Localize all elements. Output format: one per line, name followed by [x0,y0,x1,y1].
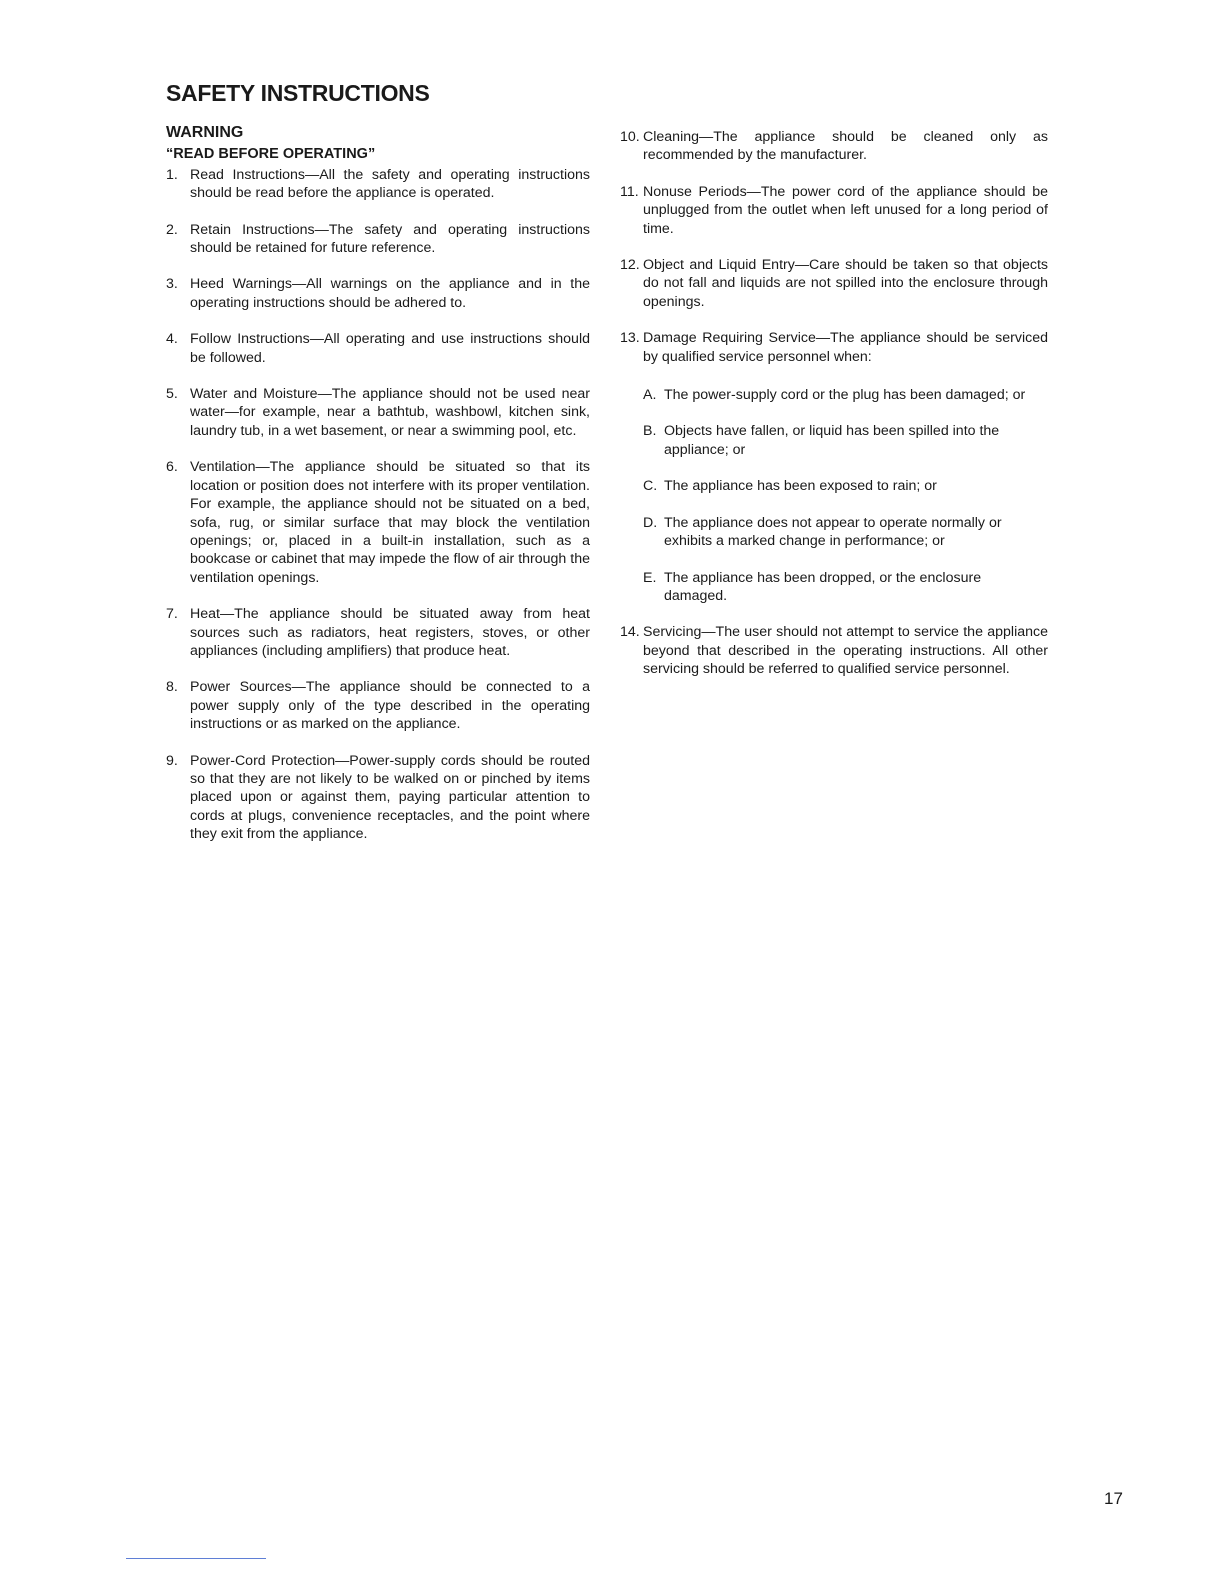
item-text: Water and Moisture—The appliance should not be used near water—for example, near a bathtub, washbowl, kitchen sink, laundry tub, in a wet basement, or near a swimming pool, etc. [190,386,590,439]
item-text: Follow Instructions—All operating and use instructions should be followed. [190,331,590,366]
condition-item [643,386,1048,404]
instruction-item [166,678,590,733]
condition-text: Objects have fallen, or liquid has been spilled into the appliance; or [664,423,1000,458]
condition-letter: D. [643,514,658,531]
item-text: Servicing—The user should not attempt to service the appliance beyond that described in the operating instructions. All other servicing should be referred to qualified service personnel. [643,624,1048,678]
instruction-list-left [166,166,590,844]
instruction-item [620,623,1048,678]
item-text: Cleaning—The appliance should be cleaned only as recommended by the manufacturer. [643,129,1048,164]
item-number: 13. [620,330,640,347]
condition-text: The appliance has been exposed to rain; or [664,478,937,495]
condition-text: The power-supply cord or the plug has been damaged; or [664,387,1026,404]
instruction-item [166,458,590,587]
item-text: Heat—The appliance should be situated away from heat sources such as radiators, heat registers, stoves, or other appliances (including amplifiers) that produce heat. [190,606,590,659]
instruction-item [166,605,590,660]
warning-heading: WARNING [166,124,244,141]
service-conditions-list [643,386,1048,605]
instruction-list-right [620,128,1048,679]
condition-letter: B. [643,423,657,440]
condition-text: The appliance does not appear to operate normally or exhibits a marked change in performance; or [664,514,1002,550]
condition-item [643,422,1048,459]
item-number: 11. [620,183,639,200]
warning-subheading: “READ BEFORE OPERATING” [166,146,376,163]
instruction-item [620,128,1048,165]
item-number: 1. [166,166,178,183]
scan-edge-line [126,1558,266,1559]
item-number: 9. [166,752,178,769]
item-text: Heed Warnings—All warnings on the appliance and in the operating instructions should be adhered to. [190,276,590,311]
condition-item [643,569,1048,606]
instruction-item [620,256,1048,311]
item-text: Nonuse Periods—The power cord of the appliance should be unplugged from the outlet when left unused for a long period of time. [643,183,1048,237]
item-number: 5. [166,386,178,403]
condition-text: The appliance has been dropped, or the enclosure damaged. [664,569,982,604]
item-number: 8. [166,679,178,696]
instruction-item [166,752,590,844]
condition-letter: C. [643,478,658,495]
item-number: 7. [166,606,178,623]
instruction-item [166,385,590,440]
item-number: 2. [166,221,178,238]
instruction-item [620,329,1048,605]
right-column [620,128,1048,697]
item-text: Retain Instructions—The safety and operating instructions should be retained for future reference. [190,221,590,257]
item-number: 6. [166,459,178,476]
condition-letter: A. [643,387,657,404]
instruction-item [620,183,1048,238]
item-text: Ventilation—The appliance should be situated so that its location or position does not interfere with its proper ventilation. For example, the appliance should not be situated on a bed, sofa, rug, or similar surface that may block the ventilation openings; or, placed in a built-in installation, such as a bookcase or cabinet that may impede the flow of air through the ventilation openings. [190,459,590,586]
item-text: Power Sources—The appliance should be connected to a power supply only of the type described in the operating instructions or as marked on the appliance. [190,679,590,733]
item-number: 14. [620,624,640,641]
item-number: 3. [166,276,178,293]
condition-item [643,477,1048,495]
item-number: 4. [166,331,178,348]
condition-letter: E. [643,569,657,586]
item-number: 10. [620,129,640,145]
instruction-item [166,221,590,258]
page-title: SAFETY INSTRUCTIONS [166,80,430,106]
instruction-item [166,330,590,367]
item-text: Power-Cord Protection—Power-supply cords should be routed so that they are not likely to be walked on or pinched by items placed upon or against them, paying particular attention to cords at plugs, convenience receptacles, and the point where they exit from the appliance. [190,752,590,843]
item-text: Object and Liquid Entry—Care should be taken so that objects do not fall and liquids are not spilled into the enclosure through openings. [643,257,1048,310]
condition-item [643,514,1048,551]
instruction-item [166,166,590,203]
item-text: Read Instructions—All the safety and operating instructions should be read before the appliance is operated. [190,166,590,202]
item-text: Damage Requiring Service—The appliance should be serviced by qualified service personnel when: [643,330,1048,365]
instruction-item [166,275,590,312]
item-number: 12. [620,257,640,274]
left-column [166,124,590,862]
page-number: 17 [1104,1489,1123,1508]
